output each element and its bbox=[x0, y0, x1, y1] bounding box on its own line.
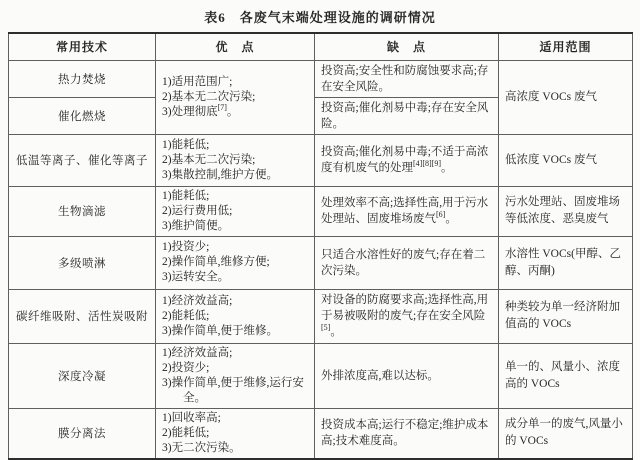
citation-ref: [5] bbox=[321, 323, 331, 333]
tech-cell: 热力焚烧 bbox=[9, 60, 156, 97]
table-row bbox=[9, 134, 633, 186]
pros-cell bbox=[156, 60, 315, 134]
pros-cell bbox=[156, 343, 315, 408]
tech-cell: 多级喷淋 bbox=[9, 236, 156, 289]
table-row bbox=[9, 236, 633, 289]
pros-cell bbox=[156, 134, 315, 186]
tech-cell: 膜分离法 bbox=[9, 408, 156, 459]
cons-cell: 投资高;催化剂易中毒;不适于高浓度有机废气的处理[4][8][9]。 bbox=[315, 134, 499, 186]
citation-ref: [7] bbox=[217, 102, 227, 112]
table-row bbox=[9, 343, 633, 408]
header-row bbox=[9, 33, 633, 60]
tech-cell: 低温等离子、催化等离子 bbox=[9, 134, 156, 186]
pros-cell bbox=[156, 408, 315, 459]
tech-cell: 碳纤维吸附、活性炭吸附 bbox=[9, 289, 156, 343]
citation-ref: [4][8][9] bbox=[413, 159, 441, 169]
pros-line: 2)运行费用低; bbox=[162, 204, 233, 217]
table-row bbox=[9, 408, 633, 459]
pros-line: 1)回收率高; bbox=[162, 411, 221, 424]
table-row bbox=[9, 60, 633, 97]
research-table bbox=[8, 32, 633, 460]
scope-cell: 成分单一的废气,风量小的 VOCs bbox=[499, 408, 633, 459]
tech-cell: 深度冷凝 bbox=[9, 343, 156, 408]
tech-cell: 生物滴滤 bbox=[9, 186, 156, 236]
pros-line: 2)基本无二次污染; bbox=[162, 153, 256, 166]
col-header-tech: 常用技术 bbox=[9, 33, 156, 60]
pros-cell bbox=[156, 236, 315, 289]
scope-cell: 种类较为单一经济附加值高的 VOCs bbox=[499, 289, 633, 343]
pros-line: 1)经济效益高; bbox=[162, 294, 233, 307]
pros-line: 1)能耗低; bbox=[162, 138, 210, 151]
pros-cell bbox=[156, 186, 315, 236]
pros-line: 2)基本无二次污染; bbox=[162, 90, 256, 103]
cons-cell: 处理效率不高;选择性高,用于污水处理站、固废堆场废气[6]。 bbox=[315, 186, 499, 236]
col-header-cons: 缺 点 bbox=[315, 33, 499, 60]
pros-cell bbox=[156, 289, 315, 343]
cons-cell: 投资成本高;运行不稳定;维护成本高;技术难度高。 bbox=[315, 408, 499, 459]
pros-line: 3)无二次污染。 bbox=[162, 441, 241, 454]
pros-line: 1)经济效益高; bbox=[162, 346, 233, 359]
table-row bbox=[9, 186, 633, 236]
scope-cell: 单一的、风量小、浓度高的 VOCs bbox=[499, 343, 633, 408]
pros-line: 1)投资少; bbox=[162, 241, 210, 253]
scope-cell: 低浓度 VOCs 废气 bbox=[499, 134, 633, 186]
pros-line: 2)操作简单,维修方便; bbox=[162, 256, 270, 268]
cons-cell: 投资高;安全性和防腐蚀要求高;存在安全风险。 bbox=[315, 60, 499, 97]
pros-line: 3)维护简便。 bbox=[162, 219, 230, 232]
scope-cell: 高浓度 VOCs 废气 bbox=[499, 60, 633, 134]
citation-ref: [6] bbox=[436, 210, 446, 220]
scope-cell: 污水处理站、固废堆场等低浓度、恶臭废气 bbox=[499, 186, 633, 236]
pros-line: 3)操作简单,便于维修,运行安全。 bbox=[162, 376, 304, 404]
scope-cell: 水溶性 VOCs(甲醇、乙醇、丙酮) bbox=[499, 236, 633, 289]
table-row bbox=[9, 289, 633, 343]
pros-line: 1)能耗低; bbox=[162, 189, 210, 202]
cons-cell: 只适合水溶性好的废气;存在着二次污染。 bbox=[315, 236, 499, 289]
pros-line: 3)运转安全。 bbox=[162, 271, 230, 283]
table-title: 表6 各废气末端处理设施的调研情况 bbox=[204, 10, 436, 25]
pros-line: 2)能耗低; bbox=[162, 426, 210, 439]
cons-cell: 外排浓度高,难以达标。 bbox=[315, 343, 499, 408]
pros-line: 1)适用范围广; bbox=[162, 75, 233, 88]
tech-cell: 催化燃烧 bbox=[9, 97, 156, 134]
pros-line: 3)集散控制,维护方便。 bbox=[162, 168, 278, 181]
cons-cell: 对设备的防腐要求高;选择性高,用于易被吸附的废气;存在安全风险[5]。 bbox=[315, 289, 499, 343]
pros-line: 3)处理彻底[7]。 bbox=[162, 102, 239, 118]
col-header-pros: 优 点 bbox=[156, 33, 315, 60]
col-header-scope: 适用范围 bbox=[499, 33, 633, 60]
pros-line: 2)投资少; bbox=[162, 361, 210, 374]
pros-line: 3)操作简单,便于维修。 bbox=[162, 324, 278, 337]
pros-line: 2)能耗低; bbox=[162, 309, 210, 322]
cons-cell: 投资高;催化剂易中毒;存在安全风险。 bbox=[315, 97, 499, 134]
